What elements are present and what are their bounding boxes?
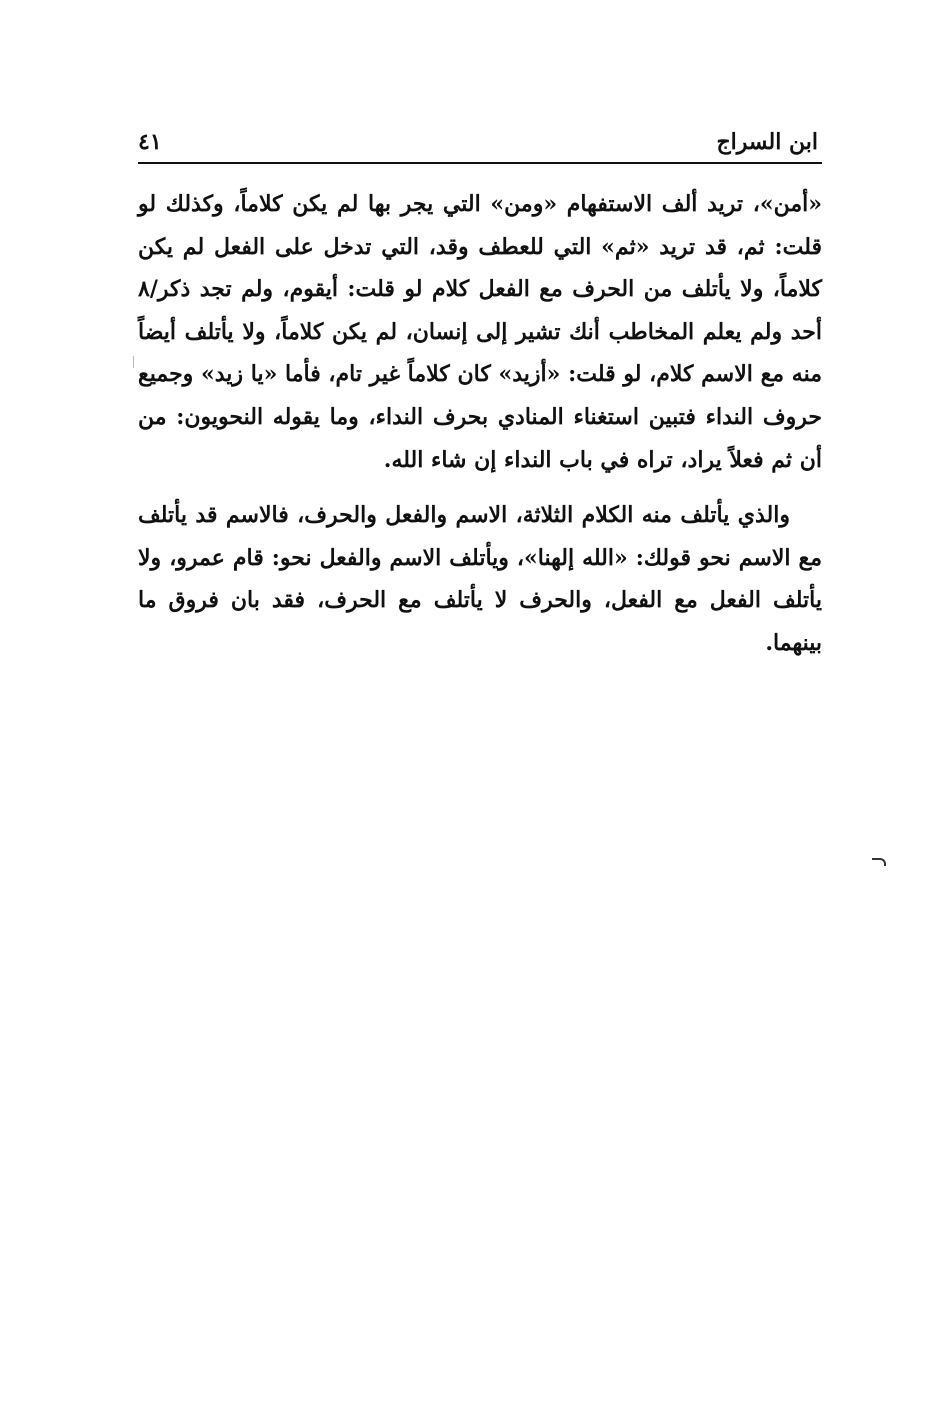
page-number: ٤١ (138, 129, 162, 155)
margin-hook-mark (872, 858, 886, 866)
running-title: ابن السراج (716, 129, 818, 155)
header-divider (138, 162, 822, 164)
paragraph-1: «أمن»، تريد ألف الاستفهام «ومن» التي يجر بها لم يكن كلاماً، وكذلك لو قلت: ثم، قد تريد «ثم» التي للعطف وقد، التي تدخل على الفعل لم يكن كلاماً، ولا يأتلف من الحرف مع الفعل كلام لو قلت: أيقوم، ولم تجد ذكر/٨ أحد ولم يعلم المخاطب أنك تشير إلى إنسان، لم يكن كلاماً، ولا يأتلف أيضاً منه مع الاسم كلام، لو قلت: «أزيد» كان كلاماً غير تام، فأما «يا زيد» وجميع حروف النداء فتبين استغناء المنادي بحرف النداء، وما يقوله النحويون: من أن ثم فعلاً يراد، تراه في باب النداء إن شاء الله. (138, 191, 822, 473)
paragraph-2: والذي يأتلف منه الكلام الثلاثة، الاسم والفعل والحرف، فالاسم قد يأتلف مع الاسم نحو قولك: «الله إلهنا»، ويأتلف الاسم والفعل نحو: قام عمرو، ولا يأتلف الفعل مع الفعل، والحرف لا يأتلف مع الحرف، فقد بان فروق ما بينهما. (138, 502, 822, 656)
body-text (138, 183, 822, 665)
margin-tick-mark (133, 356, 134, 368)
page-header (138, 124, 818, 162)
